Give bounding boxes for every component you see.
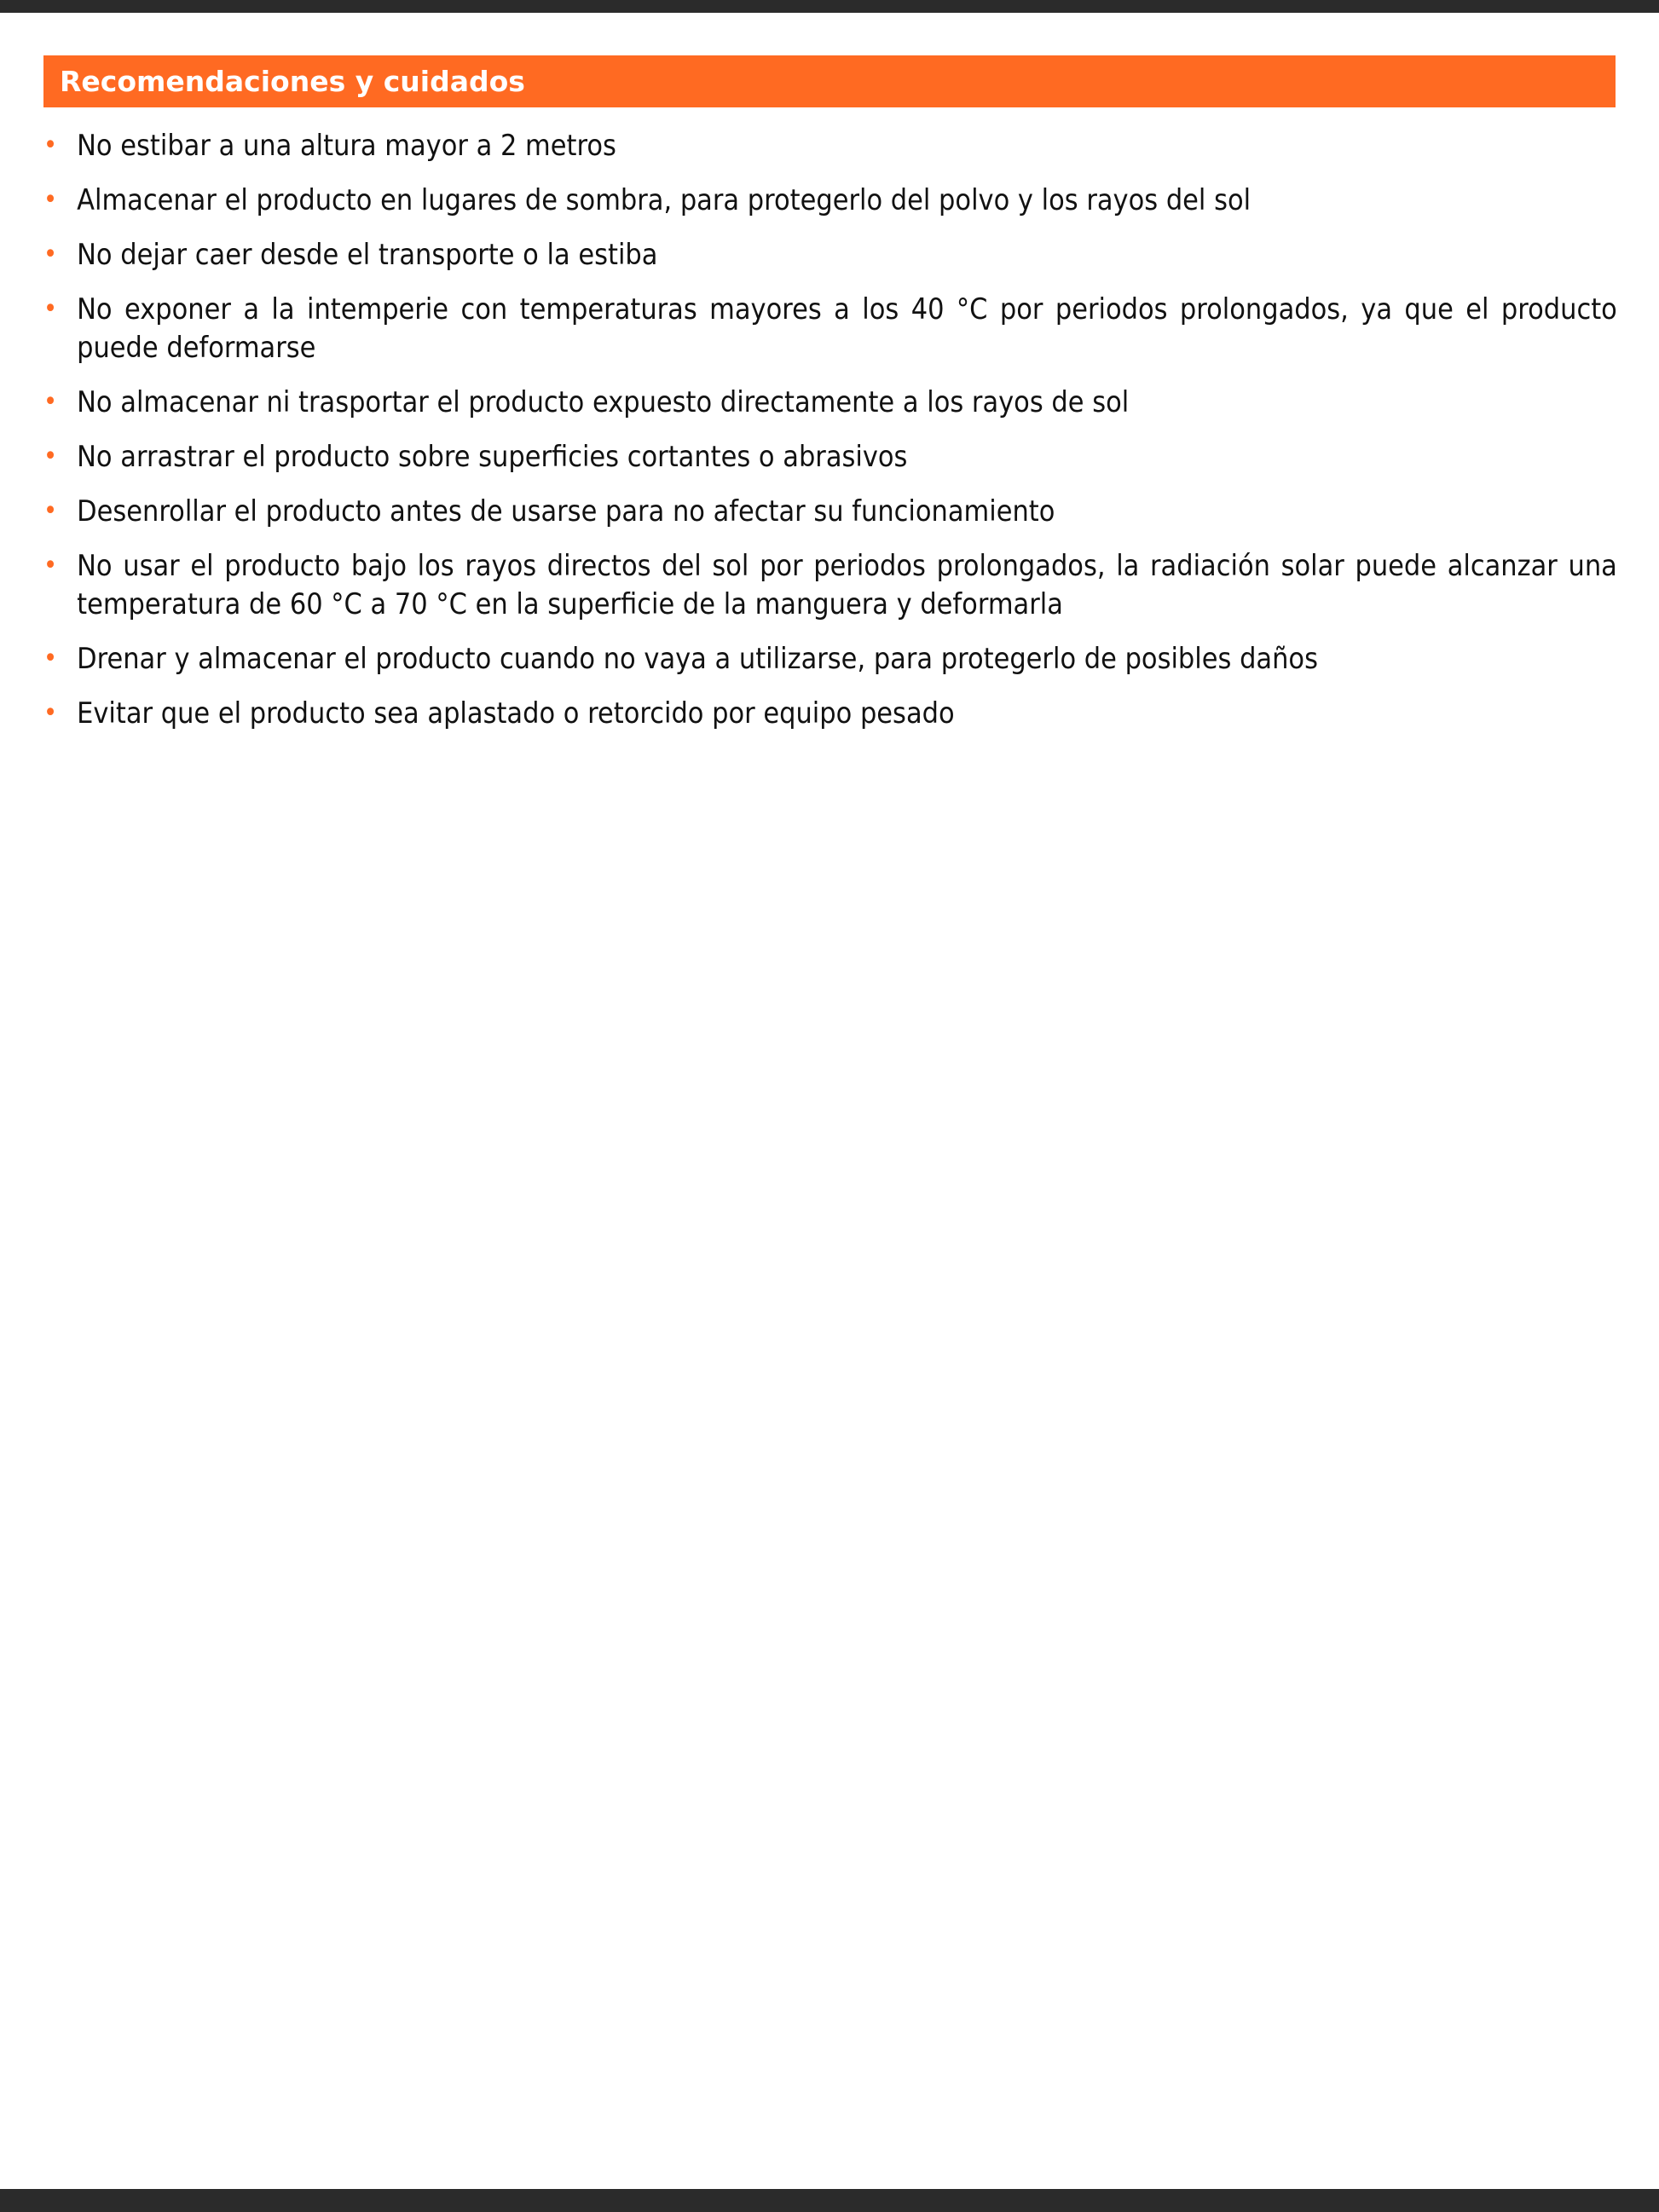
list-item-text: Drenar y almacenar el producto cuando no vaya a utilizarse, para protegerlo de posibles daños <box>77 642 1318 675</box>
list-item-text: No dejar caer desde el transporte o la estiba <box>77 238 658 271</box>
bullet-icon: • <box>43 387 58 417</box>
list-item-text: No estibar a una altura mayor a 2 metros <box>77 129 616 162</box>
recommendations-section <box>43 55 1616 748</box>
list-item-text: Almacenar el producto en lugares de sombra, para protegerlo del polvo y los rayos del sol <box>77 183 1251 217</box>
list-item <box>43 383 1617 421</box>
bullet-icon: • <box>43 644 58 673</box>
list-item <box>43 639 1617 678</box>
top-bar <box>0 0 1659 13</box>
list-item-text: Desenrollar el producto antes de usarse para no afectar su funcionamiento <box>77 494 1055 528</box>
list-item-text: Evitar que el producto sea aplastado o retorcido por equipo pesado <box>77 696 955 730</box>
bullet-icon: • <box>43 185 58 215</box>
list-item-text: No arrastrar el producto sobre superficies cortantes o abrasivos <box>77 440 908 473</box>
list-item-text: No usar el producto bajo los rayos directos del sol por periodos prolongados, la radiación solar puede alcanzar una temperatura de 60 °C a 70 °C en la superficie de la manguera y deformarla <box>77 549 1617 621</box>
bullet-icon: • <box>43 130 58 160</box>
list-item <box>43 181 1617 219</box>
list-item <box>43 437 1617 476</box>
list-item-text: No exponer a la intemperie con temperaturas mayores a los 40 °C por periodos prolongados, ya que el producto puede deformarse <box>77 292 1617 364</box>
section-title: Recomendaciones y cuidados <box>60 65 525 98</box>
list-item <box>43 694 1617 732</box>
bullet-icon: • <box>43 240 58 269</box>
section-header <box>43 55 1616 107</box>
recommendations-list <box>43 126 1616 732</box>
bullet-icon: • <box>43 496 58 526</box>
bullet-icon: • <box>43 294 58 324</box>
list-item <box>43 492 1617 530</box>
bullet-icon: • <box>43 698 58 728</box>
bottom-bar <box>0 2189 1659 2212</box>
list-item <box>43 235 1617 274</box>
list-item <box>43 126 1617 165</box>
bullet-icon: • <box>43 551 58 580</box>
list-item <box>43 546 1617 623</box>
list-item <box>43 290 1617 367</box>
list-item-text: No almacenar ni trasportar el producto expuesto directamente a los rayos de sol <box>77 385 1130 419</box>
bullet-icon: • <box>43 442 58 471</box>
